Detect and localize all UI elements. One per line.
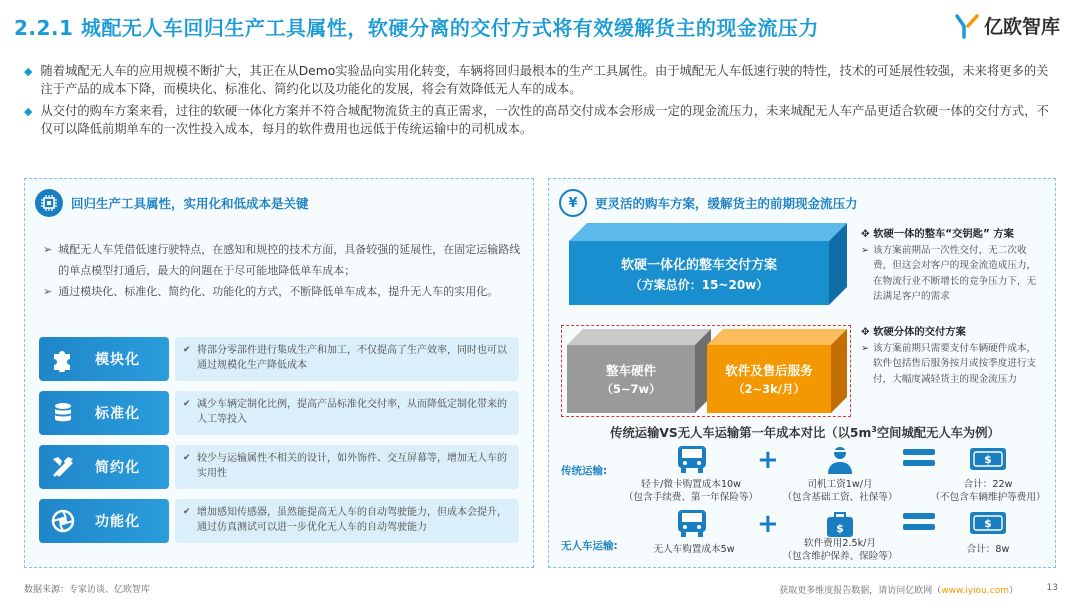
integrated-plan-box <box>569 223 849 305</box>
page-title: 2.2.1 城配无人车回归生产工具属性，软硬分离的交付方式将有效缓解货主的现金流压力 <box>14 16 819 40</box>
driver-cost-caption: 司机工资1w/月 （包含基础工资、社保等） <box>782 479 898 503</box>
point-item <box>43 239 523 281</box>
logo-text: 亿欧智库 <box>983 16 1060 38</box>
feature-simplify <box>39 445 519 489</box>
yuan-cycle-icon: ¥ <box>559 189 587 217</box>
aperture-icon <box>39 508 87 534</box>
compare-title: 传统运输VS无人车运输第一年成本对比（以$5m^3$空间城配无人车为例） <box>610 424 1000 440</box>
equals-icon <box>903 513 935 530</box>
feature-label: 标准化 <box>95 406 140 422</box>
check-icon: ✔ <box>183 399 191 409</box>
traditional-label: 传统运输: <box>561 465 608 477</box>
bullet-item <box>24 102 1054 138</box>
feature-label: 功能化 <box>95 514 140 530</box>
plan-price: （方案总价：15~20w） <box>629 277 769 292</box>
feature-desc: 增加感知传感器，虽然能提高无人车的自动驾驶能力，但成本会提升，通过仿真测试可以进一步优化无人车的自动驾驶能力 <box>197 507 507 533</box>
feature-function <box>39 499 519 543</box>
unmanned-vehicle-caption: 无人车购置成本5w <box>653 544 735 555</box>
left-panel-header <box>35 189 309 217</box>
feature-modular <box>39 337 519 381</box>
website-link[interactable]: www.iyiou.com <box>941 586 1009 596</box>
hardware-box <box>567 329 713 413</box>
left-panel-title: 回归生产工具属性，实用化和低成本是关键 <box>71 196 309 211</box>
yiou-logo-icon <box>954 13 980 39</box>
equals-icon <box>903 449 935 466</box>
database-icon <box>39 400 87 426</box>
software-label: 软件及售后服务 <box>725 363 813 378</box>
logo <box>954 12 1060 39</box>
note-title: 软硬一体的整车“交钥匙” 方案 <box>873 228 1014 240</box>
data-source: 数据来源：专家访谈、亿欧智库 <box>24 585 151 595</box>
point-text: 城配无人车凭借低速行驶特点，在感知和规控的技术方面，具备较强的延展性，在固定运输路线的单点模型打通后，最大的问题在于尽可能地降低单车成本； <box>58 243 521 277</box>
plus-icon: + <box>757 509 779 539</box>
software-price: （2~3k/月） <box>733 382 805 396</box>
bullet-item <box>24 62 1054 98</box>
driver-icon <box>825 445 855 475</box>
bullet-text: 随着城配无人车的应用规模不断扩大，其正在从Demo实验品向实用化转变，车辆将回归最根本的生产工具属性。由于城配无人车低速行驶的特性，技术的可延展性较强，未来将更多的关注于产品的成本下降，而模块化、标准化、简约化以及功能化的发展，将会有效降低无人车的成本。 <box>40 64 1049 96</box>
unmanned-vehicle-icon <box>675 509 709 539</box>
feature-standard <box>39 391 519 435</box>
right-panel-header <box>559 189 858 217</box>
feature-desc: 较少与运输属性不相关的设计，如外饰件、交互屏幕等，增加无人车的实用性 <box>197 453 507 479</box>
footer-cta: 获取更多维度报告数据，请访问亿欧网（www.iyiou.com） <box>779 586 1018 596</box>
feature-label: 简约化 <box>95 460 140 476</box>
note-body: 该方案前期品一次性交付，无二次收费，但这会对客户的现金流造成压力，在物流行业不断增长的竞争压力下，无法满足客户的需求 <box>873 244 1037 302</box>
traditional-total-caption: 合计：22w （不包含车辆维护等费用） <box>930 479 1046 503</box>
unmanned-label: 无人车运输: <box>561 540 618 552</box>
puzzle-icon <box>39 346 87 372</box>
money-icon <box>969 445 1007 473</box>
note-integrated: ✥ 软硬一体的整车“交钥匙” 方案 ➢ 该方案前期品一次性交付，无二次收费，但这会对客户的现金流造成压力，在物流行业不断增长的竞争压力下，无法满足客户的需求 <box>861 227 1041 305</box>
note-split: ✥ 软硬分体的交付方案 ➢ 该方案前期只需要支付车辆硬件成本，软件包括售后服务按月或按季度进行支付，大幅度减轻货主的现金流压力 <box>861 325 1041 387</box>
check-icon: ✔ <box>183 345 191 355</box>
money-icon <box>969 509 1007 537</box>
arrow-icon: ➢ <box>43 285 53 298</box>
feature-desc: 减少车辆定制化比例，提高产品标准化交付率，从而降低定制化带来的人工等投入 <box>197 399 507 425</box>
diamond-icon: ◆ <box>24 105 33 118</box>
check-icon: ✔ <box>183 507 191 517</box>
svg-text:$: $ <box>984 453 992 466</box>
svg-text:$: $ <box>984 517 992 530</box>
software-fee-icon <box>825 509 855 539</box>
tools-icon <box>39 454 87 480</box>
check-icon: ✔ <box>183 453 191 463</box>
left-points <box>43 239 523 302</box>
bus-icon <box>675 445 709 475</box>
svg-text:$: $ <box>836 522 844 535</box>
point-text: 通过模块化、标准化、简约化、功能化的方式，不断降低单车成本，提升无人车的实用化。 <box>58 285 499 298</box>
hardware-label: 整车硬件 <box>605 363 656 378</box>
traditional-vehicle-caption: 轻卡/微卡购置成本10w （包含手续费、第一年保险等） <box>623 479 759 503</box>
intro-bullets <box>24 62 1054 142</box>
plan-title: 软硬一体化的整车交付方案 <box>620 257 777 273</box>
bullet-text: 从交付的购车方案来看，过往的软硬一体化方案并不符合城配物流货主的真正需求，一次性的高昂交付成本会形成一定的现金流压力，未来城配无人车产品更适合软硬一体的交付方式，不仅可以降低前期单车的一次性投入成本，每月的软件费用也远低于传统运输中的司机成本。 <box>40 104 1049 136</box>
plus-icon: + <box>757 445 779 475</box>
feature-label: 模块化 <box>95 352 140 368</box>
right-panel <box>548 178 1056 568</box>
software-cost-caption: 软件费用2.5k/月 （包含维护保养、保险等） <box>782 538 898 562</box>
point-item <box>43 281 523 302</box>
unmanned-total-caption: 合计：8w <box>966 544 1010 555</box>
software-box <box>707 329 849 413</box>
note-title: 软硬分体的交付方案 <box>873 326 966 338</box>
left-panel <box>24 178 534 568</box>
hardware-price: （5~7w） <box>601 382 661 396</box>
note-body: 该方案前期只需要支付车辆硬件成本，软件包括售后服务按月或按季度进行支付，大幅度减轻货主的现金流压力 <box>873 342 1037 385</box>
right-panel-title: 更灵活的购车方案，缓解货主的前期现金流压力 <box>595 196 858 211</box>
chip-icon <box>35 189 63 217</box>
arrow-icon: ➢ <box>43 243 53 256</box>
feature-desc: 将部分零部件进行集成生产和加工，不仅提高了生产效率，同时也可以通过规模化生产降低成本 <box>197 345 507 371</box>
page-number: 13 <box>1046 583 1058 593</box>
diamond-icon: ◆ <box>24 65 33 78</box>
